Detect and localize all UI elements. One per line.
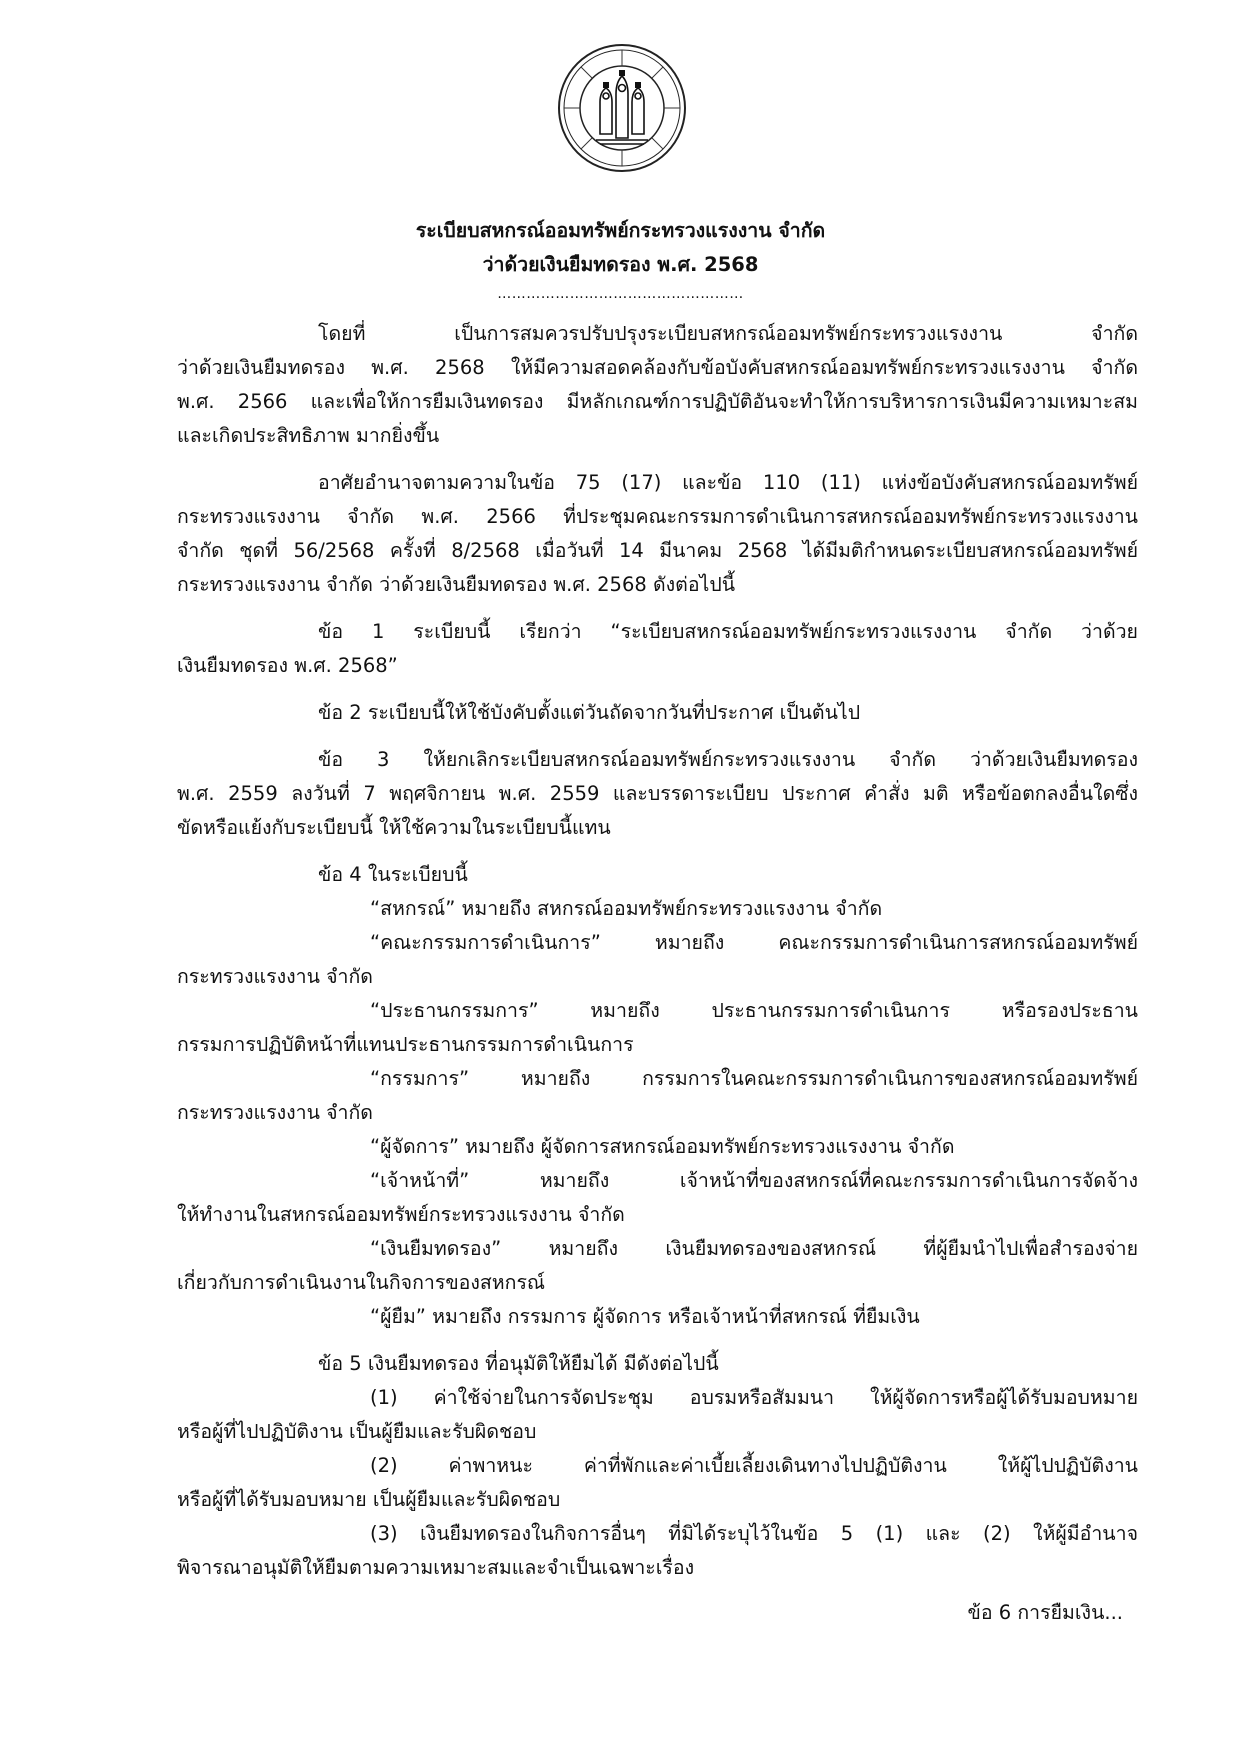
- definition-line: “สหกรณ์” หมายถึง สหกรณ์ออมทรัพย์กระทรวงแรงงาน จำกัด: [370, 897, 883, 920]
- continuation-note: ข้อ 6 การยืมเงิน...: [967, 1601, 1123, 1624]
- list-item: พิจารณาอนุมัติให้ยืมตามความเหมาะสมและจำเป็นเฉพาะเรื่อง: [177, 1556, 695, 1579]
- paragraph-line: อาศัยอำนาจตามความในข้อ 75 (17) และข้อ 110 (11) แห่งข้อบังคับสหกรณ์ออมทรัพย์: [318, 471, 1138, 494]
- definition-line: “เงินยืมทดรอง” หมายถึง เงินยืมทดรองของสหกรณ์ ที่ผู้ยืมนำไปเพื่อสำรองจ่าย: [370, 1237, 1138, 1260]
- definition-line: “กรรมการ” หมายถึง กรรมการในคณะกรรมการดำเนินการของสหกรณ์ออมทรัพย์: [370, 1067, 1138, 1090]
- list-item: หรือผู้ที่ได้รับมอบหมาย เป็นผู้ยืมและรับผิดชอบ: [177, 1488, 561, 1511]
- definition-line: “ผู้จัดการ” หมายถึง ผู้จัดการสหกรณ์ออมทรัพย์กระทรวงแรงงาน จำกัด: [370, 1135, 955, 1158]
- document-title: ระเบียบสหกรณ์ออมทรัพย์กระทรวงแรงงาน จำกัด: [415, 219, 826, 242]
- definition-line: “ประธานกรรมการ” หมายถึง ประธานกรรมการดำเนินการ หรือรองประธาน: [370, 999, 1138, 1022]
- document-subtitle: ว่าด้วยเงินยืมทดรอง พ.ศ. 2568: [482, 253, 759, 276]
- paragraph-line: พ.ศ. 2559 ลงวันที่ 7 พฤศจิกายน พ.ศ. 2559 และบรรดาระเบียบ ประกาศ คำสั่ง มติ หรือข้อตกลงอื่นใดซึ่ง: [177, 782, 1138, 805]
- paragraph-line: เงินยืมทดรอง พ.ศ. 2568”: [177, 654, 398, 677]
- paragraph-line: พ.ศ. 2566 และเพื่อให้การยืมเงินทดรอง มีหลักเกณฑ์การปฏิบัติอันจะทำให้การบริหารการเงินมีความเหมาะสม: [177, 390, 1138, 413]
- clause-3: ข้อ 3 ให้ยกเลิกระเบียบสหกรณ์ออมทรัพย์กระทรวงแรงงาน จำกัด ว่าด้วยเงินยืมทดรอง: [318, 748, 1138, 771]
- clause-5: ข้อ 5 เงินยืมทดรอง ที่อนุมัติให้ยืมได้ มีดังต่อไปนี้: [318, 1352, 719, 1375]
- paragraph-line: และเกิดประสิทธิภาพ มากยิ่งขึ้น: [177, 424, 440, 447]
- list-item: หรือผู้ที่ไปปฏิบัติงาน เป็นผู้ยืมและรับผิดชอบ: [177, 1420, 537, 1443]
- definition-line: “เจ้าหน้าที่” หมายถึง เจ้าหน้าที่ของสหกรณ์ที่คณะกรรมการดำเนินการจัดจ้าง: [370, 1169, 1138, 1192]
- definition-line: เกี่ยวกับการดำเนินงานในกิจการของสหกรณ์: [177, 1271, 546, 1294]
- list-item: (3) เงินยืมทดรองในกิจการอื่นๆ ที่มิได้ระบุไว้ในข้อ 5 (1) และ (2) ให้ผู้มีอำนาจ: [370, 1522, 1138, 1545]
- title-divider: ……………………………………………: [497, 286, 744, 302]
- paragraph-line: กระทรวงแรงงาน จำกัด ว่าด้วยเงินยืมทดรอง พ.ศ. 2568 ดังต่อไปนี้: [177, 573, 736, 596]
- organization-seal-icon: [556, 42, 688, 174]
- definition-line: กรรมการปฏิบัติหน้าที่แทนประธานกรรมการดำเนินการ: [177, 1033, 634, 1056]
- definition-line: กระทรวงแรงงาน จำกัด: [177, 965, 373, 988]
- clause-2: ข้อ 2 ระเบียบนี้ให้ใช้บังคับตั้งแต่วันถัดจากวันที่ประกาศ เป็นต้นไป: [318, 701, 861, 724]
- definition-line: “คณะกรรมการดำเนินการ” หมายถึง คณะกรรมการดำเนินการสหกรณ์ออมทรัพย์: [370, 931, 1138, 954]
- list-item: (1) ค่าใช้จ่ายในการจัดประชุม อบรมหรือสัมมนา ให้ผู้จัดการหรือผู้ได้รับมอบหมาย: [370, 1386, 1138, 1409]
- paragraph-line: ขัดหรือแย้งกับระเบียบนี้ ให้ใช้ความในระเบียบนี้แทน: [177, 816, 611, 839]
- paragraph-line: กระทรวงแรงงาน จำกัด พ.ศ. 2566 ที่ประชุมคณะกรรมการดำเนินการสหกรณ์ออมทรัพย์กระทรวงแรงงาน: [177, 505, 1138, 528]
- definition-line: “ผู้ยืม” หมายถึง กรรมการ ผู้จัดการ หรือเจ้าหน้าที่สหกรณ์ ที่ยืมเงิน: [370, 1305, 920, 1328]
- paragraph-line: ว่าด้วยเงินยืมทดรอง พ.ศ. 2568 ให้มีความสอดคล้องกับข้อบังคับสหกรณ์ออมทรัพย์กระทรวงแรงงาน จำกัด: [177, 356, 1138, 379]
- clause-4: ข้อ 4 ในระเบียบนี้: [318, 863, 468, 886]
- clause-1: ข้อ 1 ระเบียบนี้ เรียกว่า “ระเบียบสหกรณ์ออมทรัพย์กระทรวงแรงงาน จำกัด ว่าด้วย: [318, 620, 1138, 643]
- list-item: (2) ค่าพาหนะ ค่าที่พักและค่าเบี้ยเลี้ยงเดินทางไปปฏิบัติงาน ให้ผู้ไปปฏิบัติงาน: [370, 1454, 1138, 1477]
- paragraph-line: จำกัด ชุดที่ 56/2568 ครั้งที่ 8/2568 เมื่อวันที่ 14 มีนาคม 2568 ได้มีมติกำหนดระเบียบสหกรณ์ออมทรัพย์: [177, 539, 1138, 562]
- definition-line: กระทรวงแรงงาน จำกัด: [177, 1101, 373, 1124]
- definition-line: ให้ทำงานในสหกรณ์ออมทรัพย์กระทรวงแรงงาน จำกัด: [177, 1203, 625, 1226]
- paragraph-line: โดยที่ เป็นการสมควรปรับปรุงระเบียบสหกรณ์ออมทรัพย์กระทรวงแรงงาน จำกัด: [318, 322, 1138, 345]
